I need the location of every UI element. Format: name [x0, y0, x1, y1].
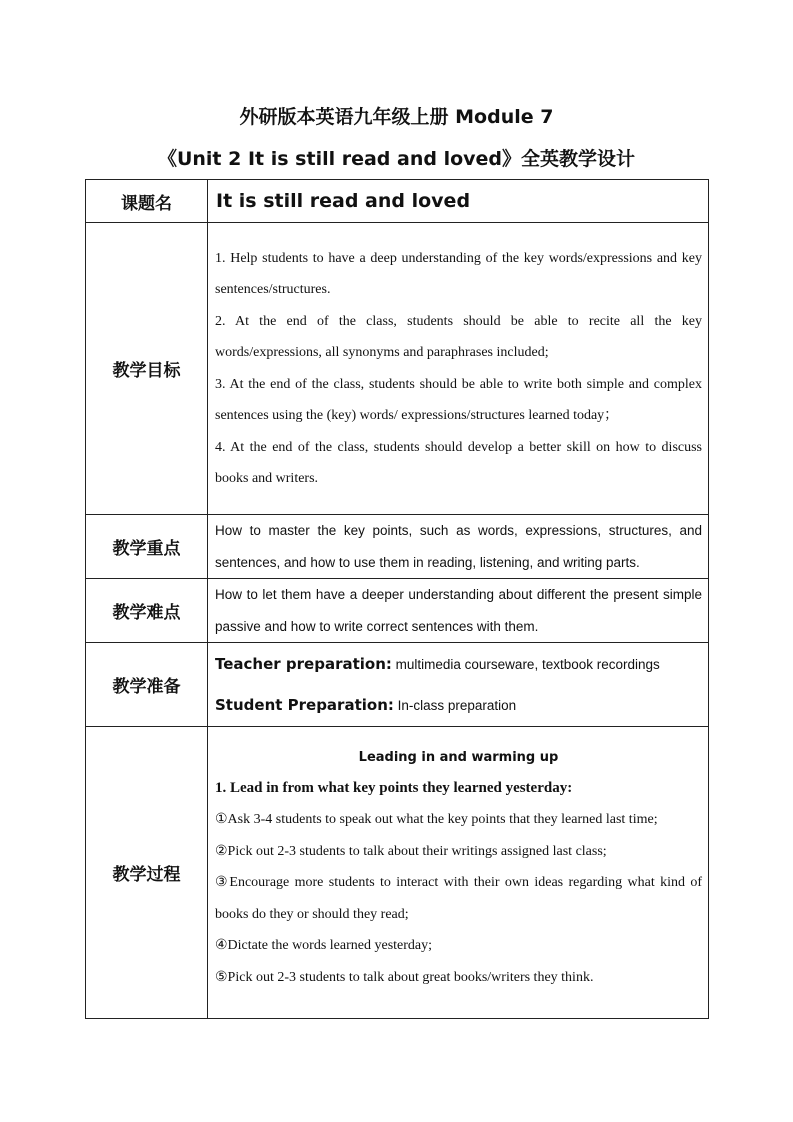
process-cell: [208, 727, 709, 1019]
process-step-title: 1. Lead in from what key points they learned yesterday:: [215, 780, 573, 796]
process-item: ①Ask 3-4 students to speak out what the key points that they learned last time;: [215, 812, 658, 827]
teacher-preparation: [215, 644, 702, 685]
document-title: 外研版本英语九年级上册 Module 7: [239, 106, 554, 128]
objectives-label: 教学目标: [86, 223, 208, 515]
student-preparation-label: Student Preparation:: [215, 695, 394, 714]
key-points-cell: [208, 515, 709, 579]
table-row-objectives: [86, 223, 709, 515]
topic-label: 课题名: [86, 180, 208, 223]
student-preparation-value: In-class preparation: [393, 697, 517, 713]
process-section-title: Leading in and warming up: [358, 750, 559, 765]
lesson-plan-table: [85, 179, 709, 1019]
document-subtitle: 《Unit 2 It is still read and loved》全英教学设计: [157, 148, 636, 170]
difficulties-label: 教学难点: [86, 579, 208, 643]
table-row-topic: [86, 180, 709, 223]
objectives-cell: [208, 223, 709, 515]
table-row-key-points: [86, 515, 709, 579]
preparation-label: 教学准备: [86, 643, 208, 727]
process-item: ③Encourage more students to interact with their own ideas regarding what kind of books do they or should they read;: [215, 875, 702, 922]
objective-item: 2. At the end of the class, students should be able to recite all the key words/expressions, all synonyms and paraphrases included;: [215, 313, 702, 360]
difficulties-cell: [208, 579, 709, 643]
table-row-preparation: [86, 643, 709, 727]
difficulties-text: How to let them have a deeper understanding about different the present simple passive and how to write correct sentences with them.: [215, 587, 702, 634]
teacher-preparation-label: Teacher preparation:: [215, 654, 392, 673]
process-item: ②Pick out 2-3 students to talk about their writings assigned last class;: [215, 843, 607, 859]
topic-value: It is still read and loved: [216, 190, 471, 212]
table-row-process: [86, 727, 709, 1019]
topic-cell: [208, 180, 709, 223]
preparation-cell: [208, 643, 709, 727]
teacher-preparation-value: multimedia courseware, textbook recordings: [391, 656, 660, 672]
table-row-difficulties: [86, 579, 709, 643]
student-preparation: [215, 685, 702, 726]
key-points-text: How to master the key points, such as words, expressions, structures, and sentences, and how to use them in reading, listening, and writing parts.: [215, 523, 702, 570]
objective-item: 4. At the end of the class, students should develop a better skill on how to discuss books and writers.: [215, 439, 702, 486]
objective-item: 1. Help students to have a deep understanding of the key words/expressions and key sentences/structures.: [215, 250, 702, 297]
process-item: ⑤Pick out 2-3 students to talk about great books/writers they think.: [215, 969, 594, 985]
process-item: ④Dictate the words learned yesterday;: [215, 938, 433, 953]
key-points-label: 教学重点: [86, 515, 208, 579]
process-label: 教学过程: [86, 727, 208, 1019]
objective-item: 3. At the end of the class, students should be able to write both simple and complex sentences using the (key) words/ expressions/structures learned today；: [215, 376, 702, 423]
